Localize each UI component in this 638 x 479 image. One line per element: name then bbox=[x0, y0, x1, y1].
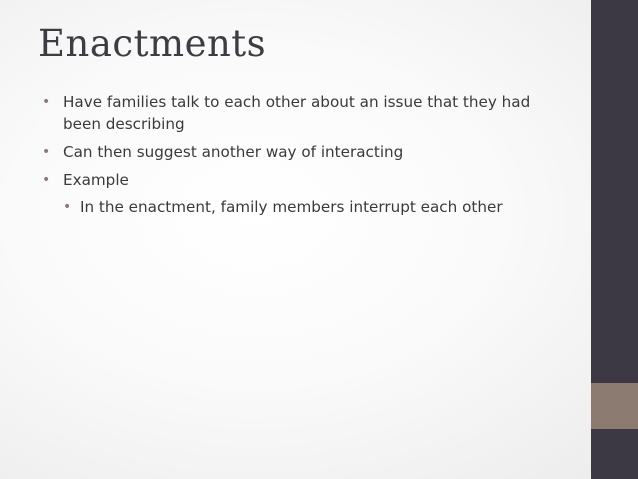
sidebar-accent-block bbox=[591, 383, 638, 429]
bullet-text: Have families talk to each other about an issue that they had been describing bbox=[63, 93, 531, 133]
bullet-item bbox=[40, 169, 570, 218]
bullet-item bbox=[40, 141, 570, 163]
sub-bullet-icon: • bbox=[63, 199, 72, 215]
bullet-item bbox=[40, 91, 570, 135]
bullet-list bbox=[40, 91, 570, 224]
bullet-icon: • bbox=[42, 94, 51, 110]
sub-bullet-list bbox=[63, 196, 533, 218]
bullet-text: Can then suggest another way of interacting bbox=[63, 143, 404, 161]
slide-title: Enactments bbox=[38, 22, 267, 65]
bullet-icon: • bbox=[42, 172, 51, 188]
sub-bullet-item bbox=[63, 196, 533, 218]
bullet-icon: • bbox=[42, 144, 51, 160]
bullet-text: Example bbox=[63, 171, 129, 189]
sub-bullet-text: In the enactment, family members interrupt each other bbox=[80, 198, 503, 216]
